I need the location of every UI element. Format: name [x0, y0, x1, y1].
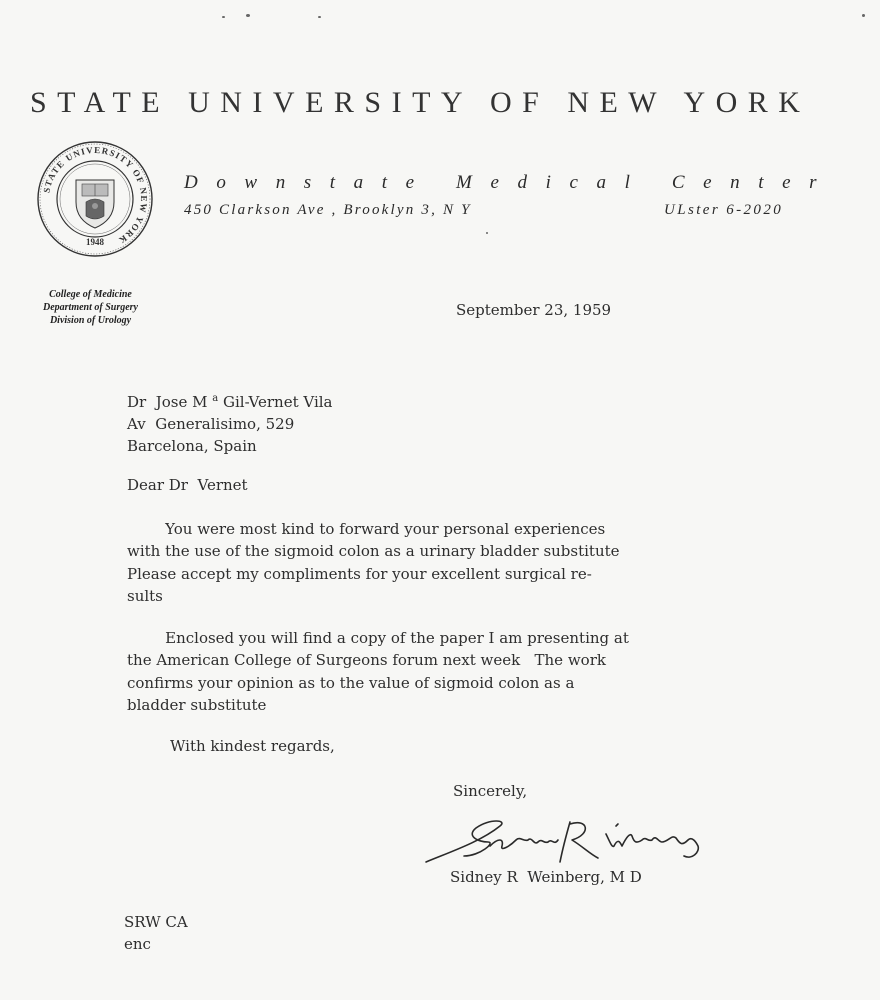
university-heading: STATE UNIVERSITY OF NEW YORK: [30, 86, 811, 119]
recipient-street: Av Generalisimo, 529: [127, 415, 295, 433]
department-line: Department of Surgery: [43, 302, 138, 313]
body-paragraph-1: [127, 518, 620, 607]
enclosure-note: enc: [124, 935, 151, 953]
handwritten-signature: [420, 812, 710, 868]
body-paragraph-2: [127, 627, 629, 716]
university-seal: [36, 140, 154, 258]
department-line: College of Medicine: [49, 289, 132, 300]
reference-initials: SRW CA: [124, 913, 188, 931]
department-block: [28, 288, 153, 327]
department-line: Division of Urology: [49, 315, 132, 326]
medical-center-name: Downstate Medical Center: [184, 172, 836, 193]
salutation: Dear Dr Vernet: [127, 476, 248, 494]
recipient-name-sup: a: [212, 393, 219, 404]
center-address: 450 Clarkson Ave , Brooklyn 3, N Y: [184, 202, 472, 218]
scan-speck: [246, 14, 250, 17]
recipient-name: Dr Jose M $^a$ Gil-Vernet Vila: [127, 393, 333, 411]
letter-date: September 23, 1959: [456, 301, 612, 319]
paragraph-line: the American College of Surgeons forum next week The work: [127, 651, 606, 670]
paragraph-line: You were most kind to forward your personal experiences: [127, 520, 606, 538]
scan-speck: [486, 232, 488, 234]
closing-regards: With kindest regards,: [170, 737, 335, 755]
paragraph-line: bladder substitute: [127, 695, 267, 714]
sign-off: Sincerely,: [453, 782, 528, 800]
scan-speck: [318, 16, 321, 18]
recipient-address: [127, 388, 332, 457]
paragraph-line: Enclosed you will find a copy of the paper I am presenting at: [127, 629, 629, 647]
paragraph-line: sults: [127, 586, 163, 605]
center-phone: ULster 6-2020: [664, 202, 784, 218]
paragraph-line: Please accept my compliments for your excellent surgical re-: [127, 564, 592, 583]
scan-speck: [222, 16, 225, 18]
paragraph-line: confirms your opinion as to the value of sigmoid colon as a: [127, 673, 575, 692]
recipient-city: Barcelona, Spain: [127, 437, 257, 455]
paragraph-line: with the use of the sigmoid colon as a urinary bladder substitute: [127, 542, 620, 561]
seal-year: 1948: [86, 237, 104, 247]
scan-speck: [862, 14, 865, 17]
signatory-name: Sidney R Weinberg, M D: [450, 868, 642, 886]
reference-initials-block: [124, 911, 188, 955]
seal-ring-text: STATE UNIVERSITY OF NEW YORK: [41, 144, 150, 246]
